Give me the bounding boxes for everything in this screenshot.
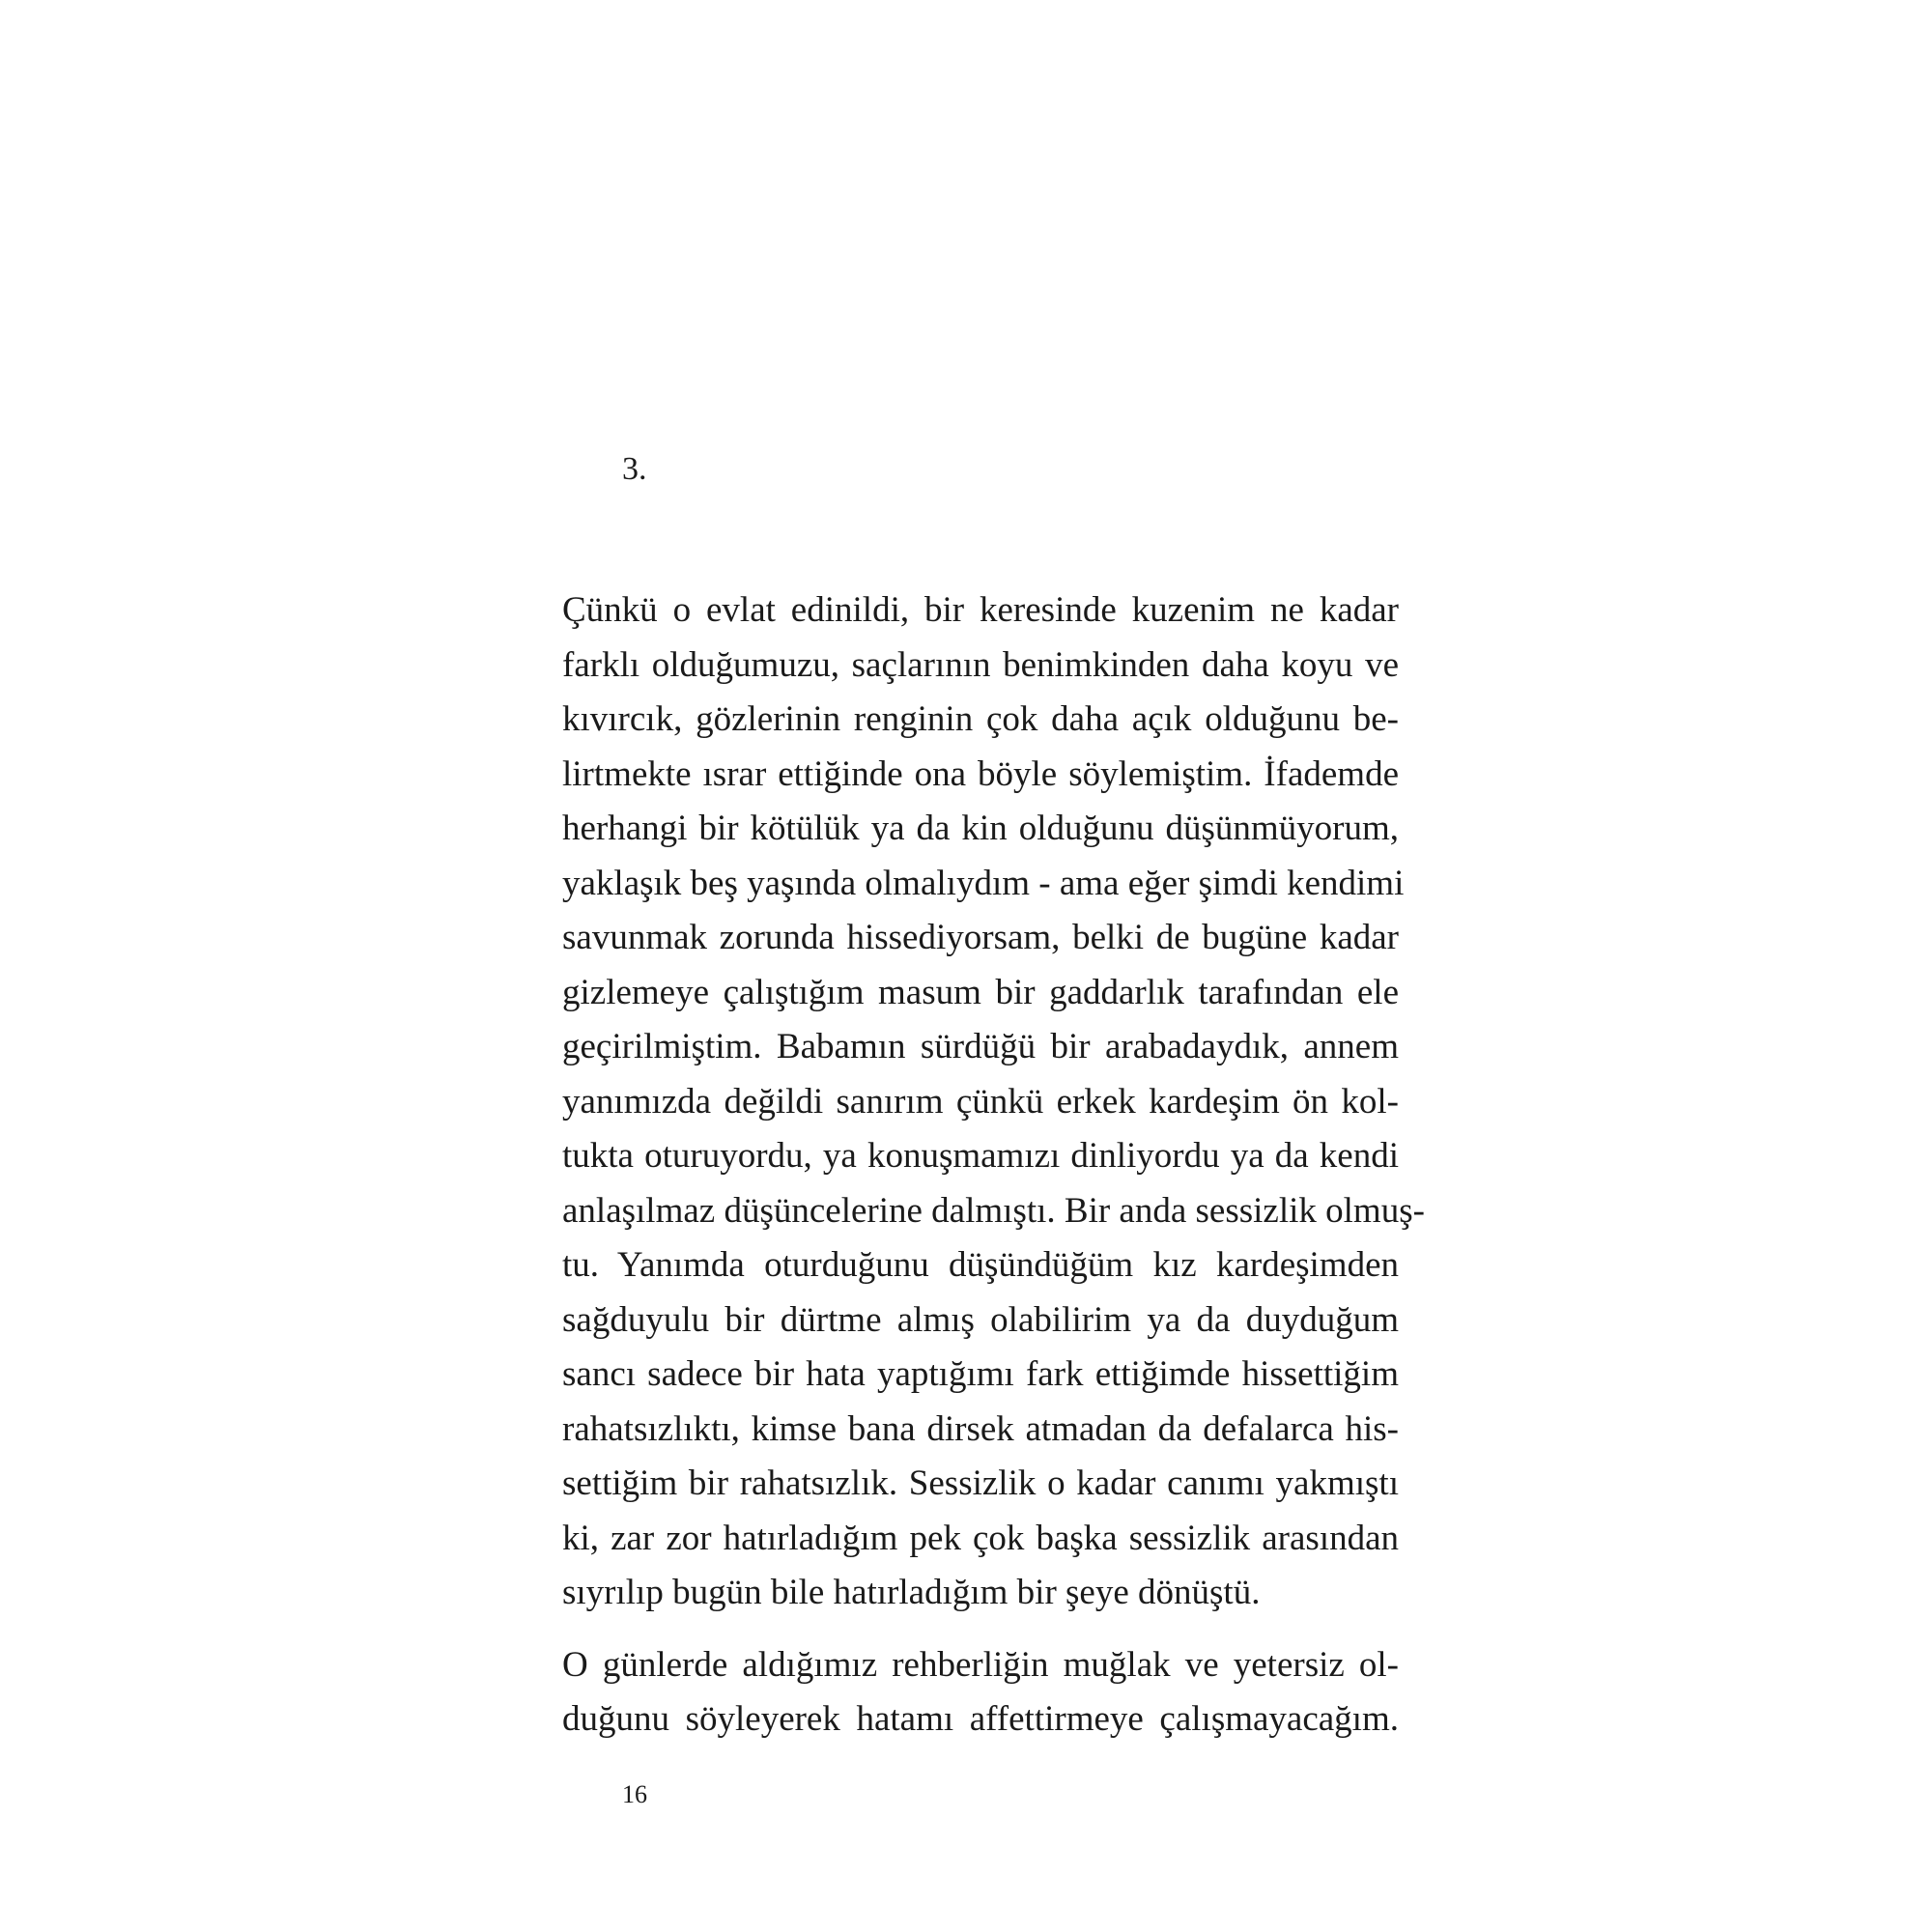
text-line: kıvırcık, gözlerinin renginin çok daha açık olduğunu be- [562,699,1399,739]
text-line: savunmak zorunda hissediyorsam, belki de bugüne kadar [562,918,1399,957]
text-line: sağduyulu bir dürtme almış olabilirim ya da duyduğum [562,1299,1399,1340]
chapter-number: 3. [622,451,647,487]
text-line: yaklaşık beş yaşında olmalıydım - ama eğer şimdi kendimi [562,863,1405,903]
text-line: gizlemeye çalıştığım masum bir gaddarlık tarafından ele [562,972,1399,1012]
text-line: O günlerde aldığımız rehberliğin muğlak ve yetersiz ol- [562,1644,1399,1685]
text-line: farklı olduğumuzu, saçlarının benimkinden daha koyu ve [562,644,1399,685]
paragraph-2 [562,1638,1399,1747]
text-line: tukta oturuyordu, ya konuşmamızı dinliyordu ya da kendi [562,1136,1399,1176]
text-line: yanımızda değildi sanırım çünkü erkek kardeşim ön kol- [562,1081,1399,1122]
paragraph-spacer [562,1621,1399,1638]
text-line: tu. Yanımda oturduğunu düşündüğüm kız kardeşimden [562,1245,1399,1285]
text-line: ki, zar zor hatırladığım pek çok başka sessizlik arasından [562,1518,1399,1558]
text-line: anlaşılmaz düşüncelerine dalmıştı. Bir anda sessizlik olmuş- [562,1190,1425,1231]
text-line: rahatsızlıktı, kimse bana dirsek atmadan da defalarca his- [562,1408,1399,1449]
text-line: Çünkü o evlat edinildi, bir keresinde kuzenim ne kadar [562,590,1399,630]
page-number: 16 [622,1780,647,1808]
body-text [562,583,1425,1747]
paragraph-1 [562,583,1425,1621]
text-line: duğunu söyleyerek hatamı affettirmeye çalışmayacağım. [562,1699,1399,1739]
text-line: geçirilmiştim. Babamın sürdüğü bir arabadaydık, annem [562,1027,1399,1066]
text-line: herhangi bir kötülük ya da kin olduğunu düşünmüyorum, [562,809,1399,848]
text-line: lirtmekte ısrar ettiğinde ona böyle söylemiştim. İfademde [562,753,1399,794]
text-line: settiğim bir rahatsızlık. Sessizlik o kadar canımı yakmıştı [562,1463,1399,1503]
text-line: sancı sadece bir hata yaptığımı fark ettiğimde hissettiğim [562,1354,1399,1394]
text-line: sıyrılıp bugün bile hatırladığım bir şeye dönüştü. [562,1573,1261,1612]
